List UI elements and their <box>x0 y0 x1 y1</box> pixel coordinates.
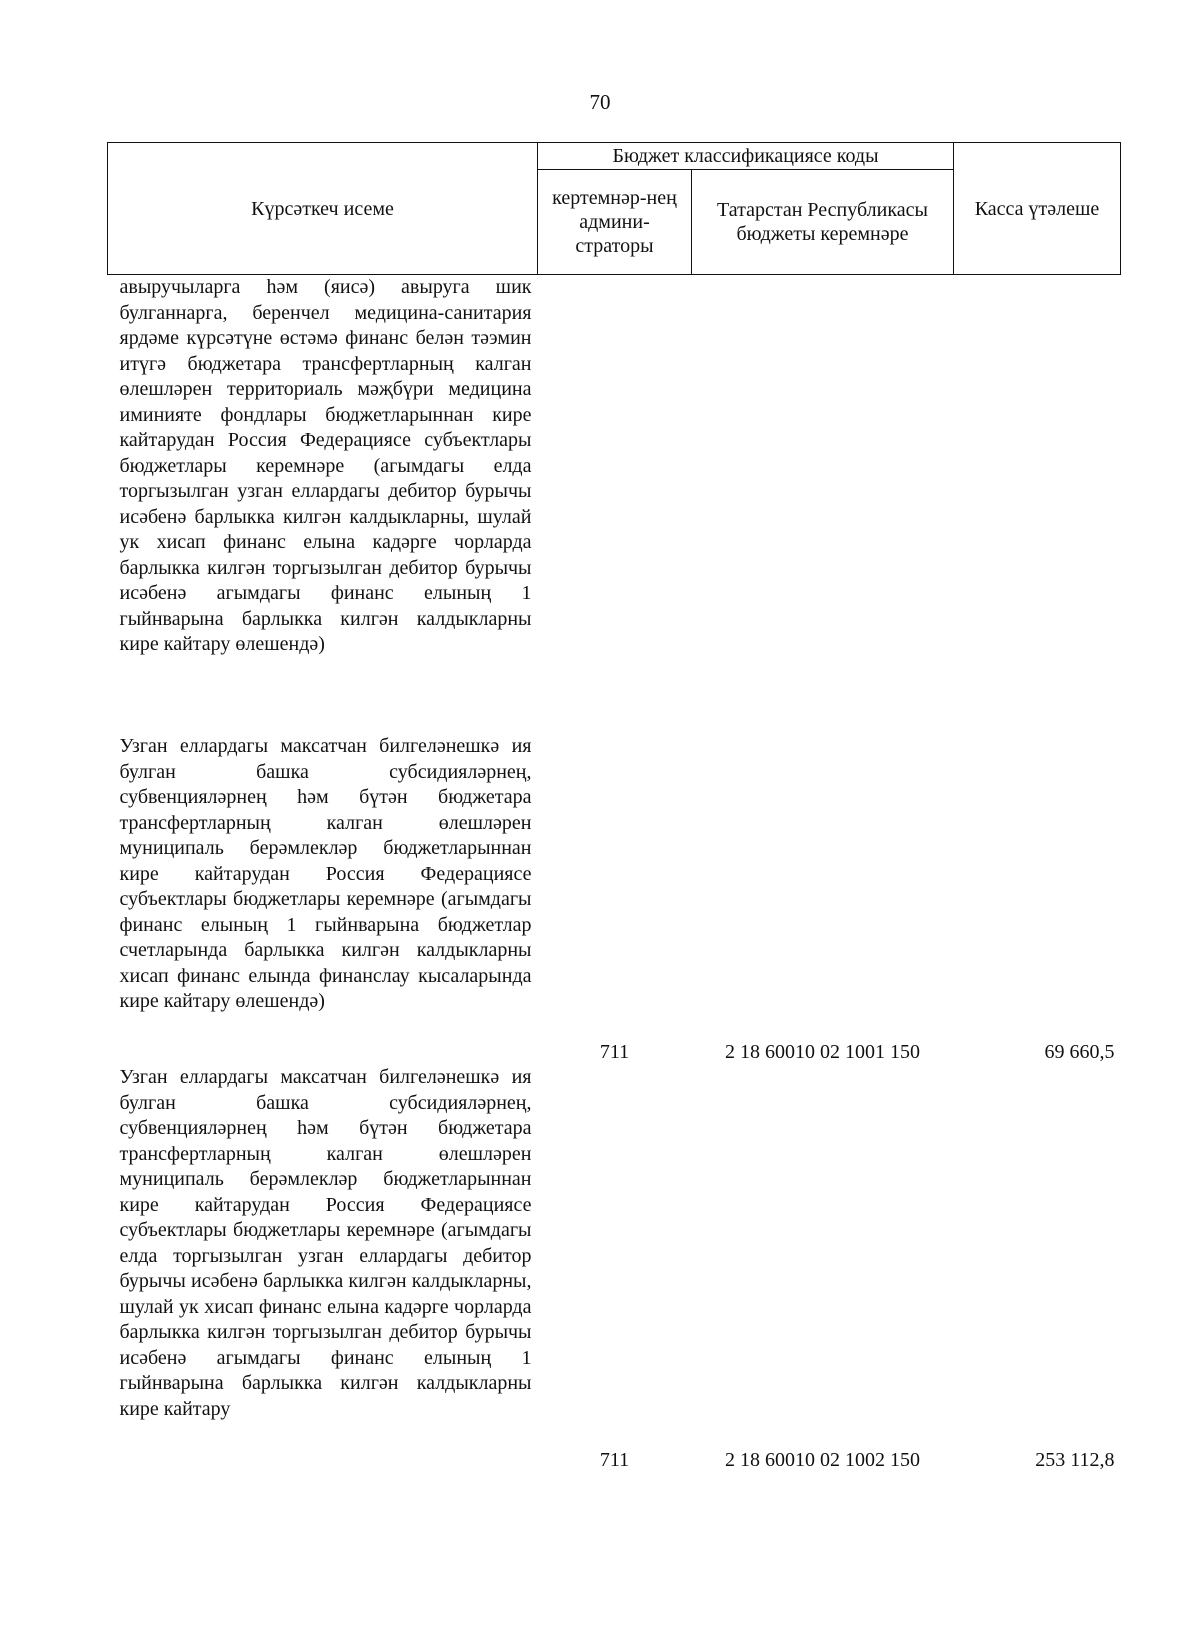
row-description: Узган еллардагы максатчан билгеләнешкә ия булган башка субсидияләрнең, субвенцияләрнең һәм бүтән бюджетара трансфертларның калган өлешләрен муниципаль берәмлекләр бюджетларыннан кире кайтарудан Россия Федерациясе субъектлары бюджетлары керемнәре (агымдагы елда торгызылган узган еллардагы дебитор бурычы исәбенә барлыкка килгән калдыкларны, шулай ук хисап финанс елына кадәрге чорларда барлыкка килгән торгызылган дебитор бурычы исәбенә агымдагы финанс елының 1 гыйнварына барлыкка килгән калдыкларны кире кайтару <box>119 1066 532 1420</box>
row-amount: 253 112,8 <box>1035 1448 1115 1471</box>
row-revenue-code <box>692 275 954 735</box>
row-description: авыручыларга һәм (яисә) авыруга шик булганнарга, беренчел медицина-санитария ярдәме күрсәтүне өстәмә финанс белән тәэмин итүгә бюджетара трансфертларның калган өлешләрен территориаль мәҗбүри медицина иминияте фондлары бюджетларыннан кире кайтарудан Россия Федерациясе субъектлары бюджетлары керемнәре (агымдагы елда торгызылган узган еллардагы дебитор бурычы исәбенә барлыкка килгән калдыкларны, шулай ук хисап финанс елына кадәрге чорларда барлыкка килгән торгызылган дебитор бурычы исәбенә агымдагы финанс елының 1 гыйнварына барлыкка килгән калдыкларны кире кайтару өлешендә) <box>119 276 532 655</box>
row-amount: 69 660,5 <box>1044 1040 1115 1063</box>
row-admin-code <box>538 275 692 735</box>
budget-table <box>107 142 1121 1473</box>
row-admin-code: 711 <box>599 1040 630 1063</box>
header-cash-execution: Касса үтәлеше <box>954 143 1121 275</box>
table-header <box>108 143 1121 275</box>
page-number: 70 <box>589 90 611 114</box>
header-budget-code-group: Бюджет классификациясе коды <box>538 143 954 170</box>
header-revenue-code: Татарстан Республикасы бюджеты керемнәре <box>692 170 954 275</box>
table-body <box>108 275 1121 1474</box>
table-row <box>108 734 1121 1065</box>
row-amount <box>954 275 1121 735</box>
row-revenue-code: 2 18 60010 02 1001 150 <box>725 1040 920 1063</box>
row-admin-code: 711 <box>599 1448 630 1471</box>
header-admin: кертемнәр-нең админи-страторы <box>538 170 692 275</box>
row-revenue-code: 2 18 60010 02 1002 150 <box>725 1448 920 1471</box>
header-indicator-name: Күрсәткеч исеме <box>108 143 538 275</box>
row-description: Узган еллардагы максатчан билгеләнешкә ия булган башка субсидияләрнең, субвенцияләрнең һәм бүтән бюджетара трансфертларның калган өлешләрен муниципаль берәмлекләр бюджетларыннан кире кайтарудан Россия Федерациясе субъектлары бюджетлары керемнәре (агымдагы финанс елының 1 гыйнварына бюджетлар счетларында барлыкка килгән калдыкларны хисап финанс елында финанслау кысаларында кире кайтару өлешендә) <box>119 735 532 1012</box>
table-row <box>108 1065 1121 1473</box>
table-row <box>108 275 1121 735</box>
